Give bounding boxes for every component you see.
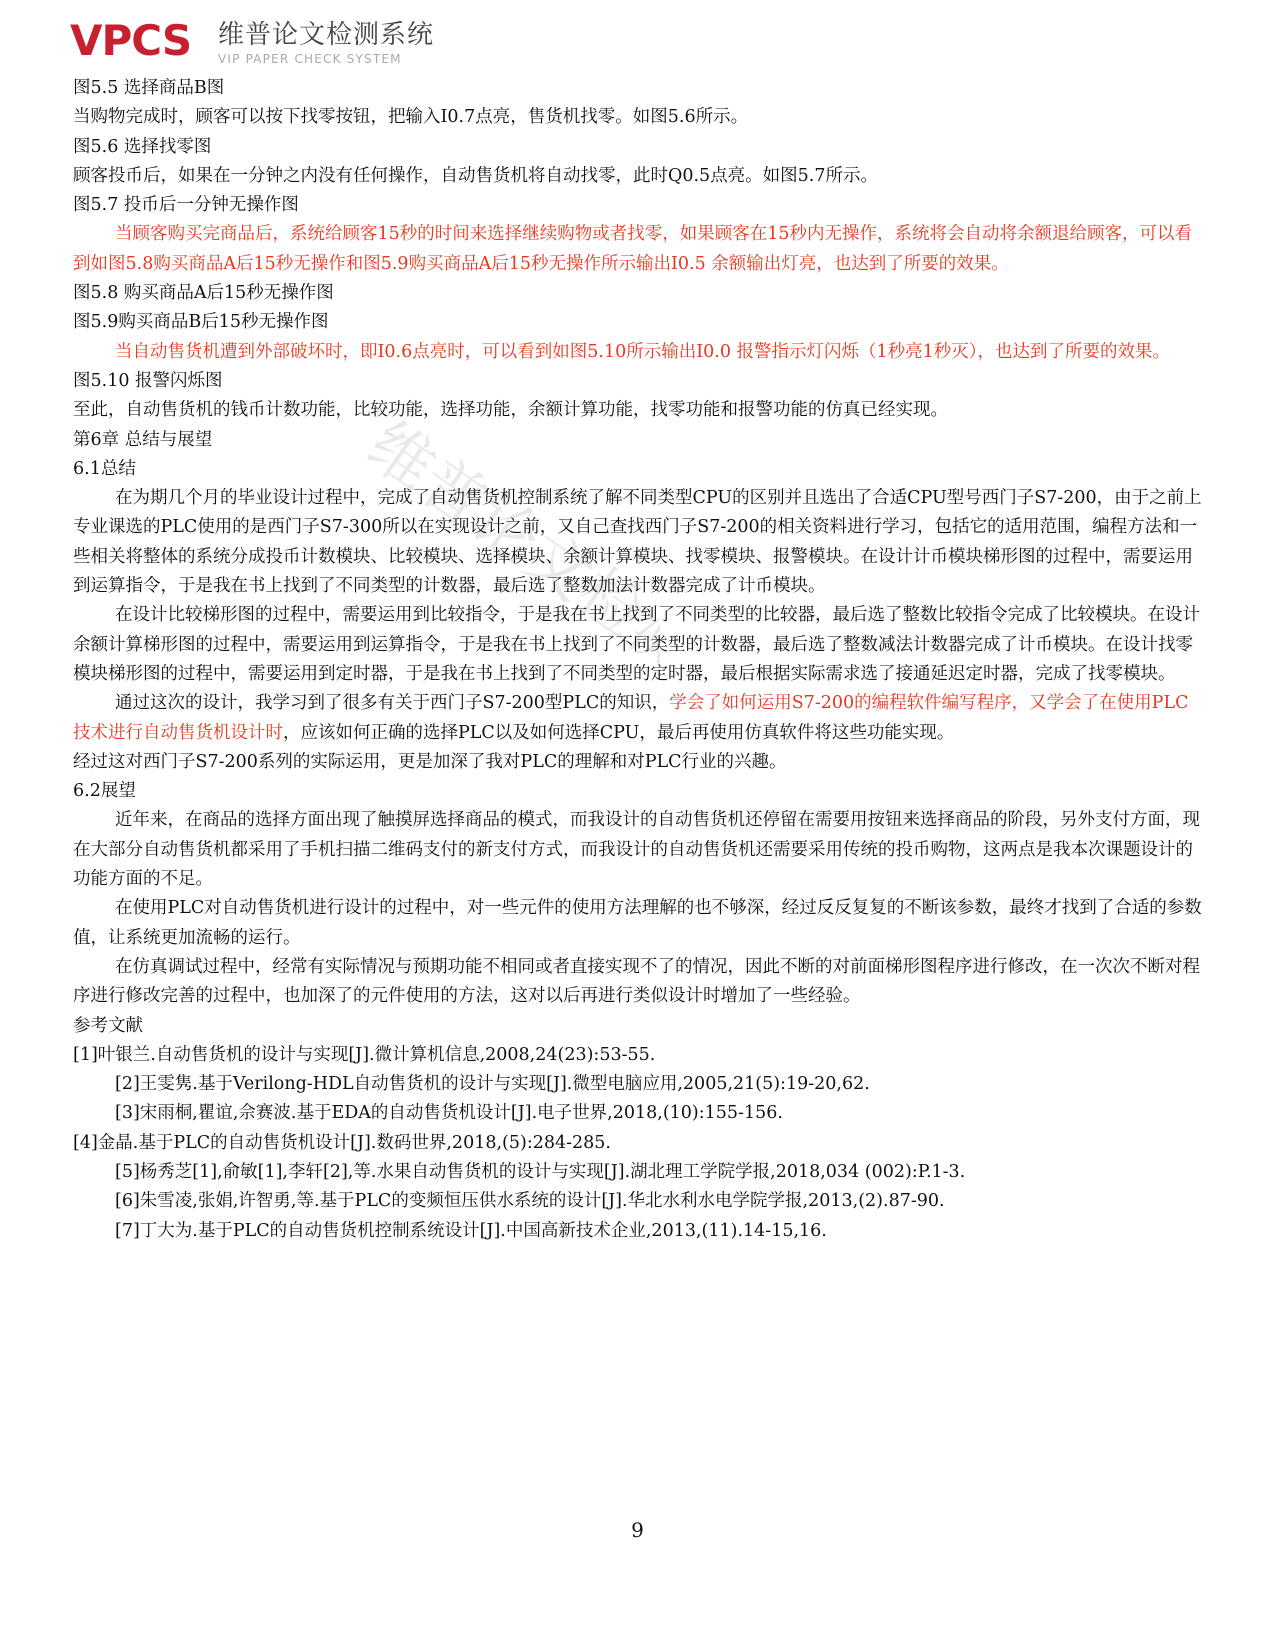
paragraph: 在仿真调试过程中，经常有实际情况与预期功能不相同或者直接实现不了的情况，因此不断的对前面梯形图程序进行修改，在一次次不断对程序进行修改完善的过程中，也加深了的元件使用的方法，这对以后再进行类似设计时增加了一些经验。 [73, 956, 1200, 1007]
highlighted-paragraph: 当顾客购买完商品后，系统给顾客15秒的时间来选择继续购物或者找零，如果顾客在15秒内无操作，系统将会自动将余额退给顾客，可以看到如图5.8购买商品A后15秒无操作和图5.9购买商品A后15秒无操作所示输出I0.5 余额输出灯亮，也达到了所要的效果。 [73, 224, 1193, 274]
reference-item: [2]王雯隽.基于Verilong-HDL自动售货机的设计与实现[J].微型电脑应用,2005,21(5):19-20,62. [115, 1074, 870, 1095]
figure-caption: 图5.5 选择商品B图 [73, 78, 225, 98]
paragraph: 在设计比较梯形图的过程中，需要运用到比较指令，于是我在书上找到了不同类型的比较器，最后选了整数比较指令完成了比较模块。在设计余额计算梯形图的过程中，需要运用到运算指令，于是我在书上找到了不同类型的计数器，最后选了整数减法计数器完成了计币模块。在设计找零模块梯形图的过程中，需要运用到定时器，于是我在书上找到了不同类型的定时器，最后根据实际需求选了接通延迟定时器，完成了找零模块。 [73, 605, 1200, 684]
brand-name-en: VIP PAPER CHECK SYSTEM [218, 52, 402, 66]
reference-item: [4]金晶.基于PLC的自动售货机设计[J].数码世界,2018,(5):284-285. [73, 1132, 611, 1153]
reference-item: [1]叶银兰.自动售货机的设计与实现[J].微计算机信息,2008,24(23):53-55. [73, 1044, 656, 1065]
chapter-heading: 第6章 总结与展望 [73, 429, 213, 450]
figure-caption: 图5.9购买商品B后15秒无操作图 [73, 312, 329, 333]
paragraph: 在使用PLC对自动售货机进行设计的过程中，对一些元件的使用方法理解的也不够深，经过反反复复的不断该参数，最终才找到了合适的参数值，让系统更加流畅的运行。 [73, 898, 1202, 948]
reference-item: [6]朱雪凌,张娟,许智勇,等.基于PLC的变频恒压供水系统的设计[J].华北水利水电学院学报,2013,(2).87-90. [115, 1191, 945, 1212]
watermark-text: 维普论文检测 [353, 420, 660, 680]
paragraph-text: 通过这次的设计，我学习到了很多有关于西门子S7-200型PLC的知识， [115, 693, 670, 714]
paragraph: 近年来，在商品的选择方面出现了触摸屏选择商品的模式，而我设计的自动售货机还停留在需要用按钮来选择商品的阶段，另外支付方面，现在大部分自动售货机都采用了手机扫描二维码支付的新支付方式，而我设计的自动售货机还需要采用传统的投币购物，这两点是我本次课题设计的功能方面的不足。 [73, 810, 1200, 890]
reference-item: [5]杨秀芝[1],俞敏[1],李轩[2],等.水果自动售货机的设计与实现[J].湖北理工学院学报,2018,034 (002):P.1-3. [115, 1161, 966, 1182]
paragraph: 顾客投币后，如果在一分钟之内没有任何操作，自动售货机将自动找零，此时Q0.5点亮。如图5.7所示。 [73, 165, 879, 186]
highlighted-paragraph: 当自动售货机遭到外部破坏时，即I0.6点亮时，可以看到如图5.10所示输出I0.0 报警指示灯闪烁（1秒亮1秒灭），也达到了所要的效果。 [115, 341, 1171, 362]
paragraph: 当购物完成时，顾客可以按下找零按钮，把输入I0.7点亮，售货机找零。如图5.6所示。 [73, 107, 749, 128]
page-number: 9 [631, 1518, 644, 1542]
figure-caption: 图5.10 报警闪烁图 [73, 370, 223, 391]
highlighted-text: 学会了如何运用S7-200的编程软件编写程序，又学会了在使用PLC技术进行自动售货机设计时 [73, 693, 1189, 743]
reference-item: [7]丁大为.基于PLC的自动售货机控制系统设计[J].中国高新技术企业,2013,(11).14-15,16. [115, 1220, 827, 1241]
section-heading: 6.2展望 [73, 781, 136, 802]
mixed-highlight-paragraph [73, 689, 1203, 748]
figure-caption: 图5.6 选择找零图 [73, 136, 212, 157]
figure-caption: 图5.8 购买商品A后15秒无操作图 [73, 283, 334, 304]
brand-name-cn: 维普论文检测系统 [218, 20, 435, 50]
logo-mark: VPCS [70, 16, 192, 65]
reference-item: [3]宋雨桐,瞿谊,佘赛波.基于EDA的自动售货机设计[J].电子世界,2018,(10):155-156. [115, 1103, 783, 1124]
document-body [73, 74, 1203, 1246]
vpcs-logo [70, 18, 490, 68]
paragraph: 至此，自动售货机的钱币计数功能，比较功能，选择功能，余额计算功能，找零功能和报警功能的仿真已经实现。 [73, 400, 948, 421]
paragraph: 经过这对西门子S7-200系列的实际运用，更是加深了我对PLC的理解和对PLC行业的兴趣。 [73, 751, 787, 772]
paragraph: 在为期几个月的毕业设计过程中，完成了自动售货机控制系统了解不同类型CPU的区别并且选出了合适CPU型号西门子S7-200，由于之前上专业课选的PLC使用的是西门子S7-300所以在实现设计之前，又自己查找西门子S7-200的相关资料进行学习，包括它的适用范围，编程方法和一些相关将整体的系统分成投币计数模块、比较模块、选择模块、余额计算模块、找零模块、报警模块。在设计计币模块梯形图的过程中，需要运用到运算指令，于是我在书上找到了不同类型的计数器，最后选了整数加法计数器完成了计币模块。 [73, 488, 1202, 597]
references-heading: 参考文献 [73, 1015, 143, 1036]
figure-caption: 图5.7 投币后一分钟无操作图 [73, 195, 299, 216]
section-heading: 6.1总结 [73, 458, 136, 479]
paragraph-text: ，应该如何正确的选择PLC以及如何选择CPU，最后再使用仿真软件将这些功能实现。 [283, 722, 955, 743]
